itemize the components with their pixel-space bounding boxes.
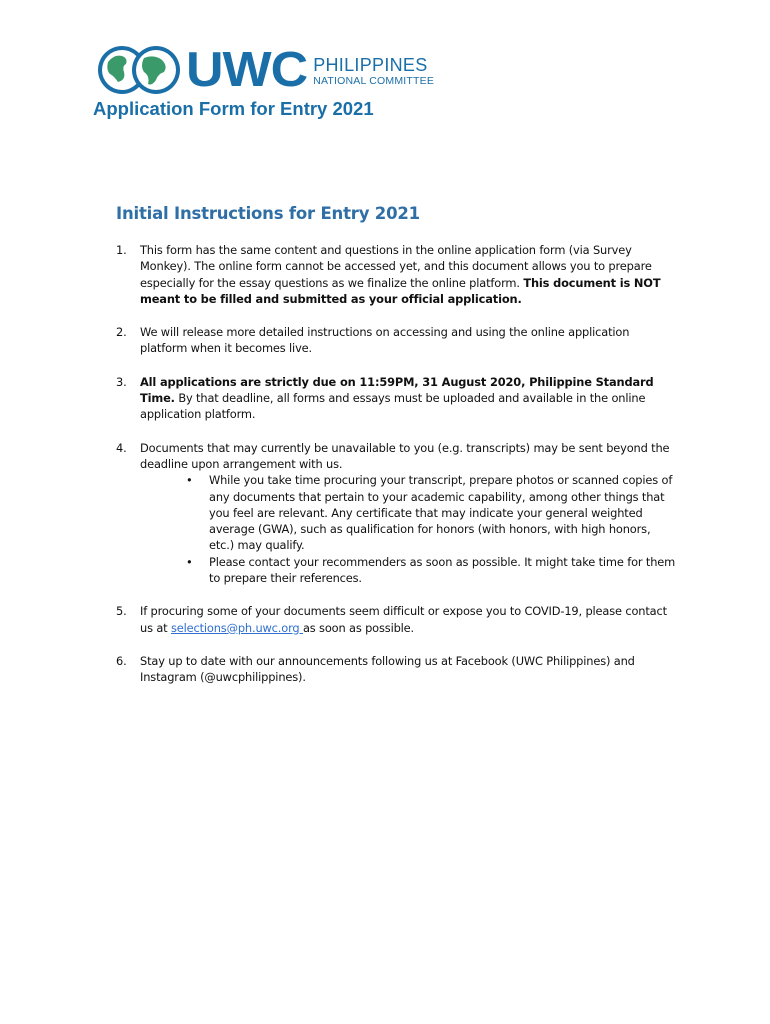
list-item	[116, 440, 678, 587]
item-bold-text: All applications are strictly due on 11:59PM, 31 August 2020, Philippine Standard Time.	[140, 374, 654, 406]
list-item	[116, 242, 678, 307]
list-item	[116, 324, 678, 357]
list-item	[116, 374, 678, 423]
item-number: 4.	[116, 440, 127, 455]
email-link[interactable]: selections@ph.uwc.org	[170, 620, 303, 635]
bullet-icon: •	[186, 473, 193, 488]
sub-list-item	[186, 554, 678, 587]
list-item	[116, 603, 678, 636]
item-text: Stay up to date with our announcements following us at Facebook (UWC Philippines) and Instagram (@uwcphilippines).	[140, 653, 635, 685]
logo-subtext	[313, 55, 434, 87]
sub-item-text: Please contact your recommenders as soon as possible. It might take time for them to prepare their references.	[209, 554, 676, 586]
sub-list	[140, 472, 678, 586]
item-text: If procuring some of your documents seem difficult or expose you to COVID-19, please contact us at	[140, 604, 667, 635]
logo-committee: NATIONAL COMMITTEE	[313, 75, 435, 87]
uwc-logo	[96, 44, 434, 96]
sub-item-text: While you take time procuring your transcript, prepare photos or scanned copies of any documents that pertain to your academic capability, among other things that you feel are relevant. Any certificate that may indicate your general weighted average (GWA), such as qualification for honors (with honors, with high honors, etc.) may qualify.	[209, 473, 673, 553]
item-text: By that deadline, all forms and essays must be uploaded and available in the online application platform.	[140, 391, 646, 422]
globe-icon	[96, 44, 182, 96]
page-title: Application Form for Entry 2021	[93, 98, 374, 119]
logo-brand: UWC	[186, 42, 308, 98]
bullet-icon: •	[186, 554, 193, 569]
item-number: 6.	[116, 653, 127, 668]
item-number: 3.	[116, 374, 127, 389]
item-text: This form has the same content and questions in the online application form (via Survey Monkey). The online form cannot be accessed yet, and this document allows you to prepare especially for the essay questions as we finalize the online platform.	[140, 243, 652, 290]
logo-country: PHILIPPINES	[313, 55, 428, 75]
item-number: 1.	[116, 243, 127, 257]
item-text: Documents that may currently be unavailable to you (e.g. transcripts) may be sent beyond the deadline upon arrangement with us.	[140, 440, 670, 471]
instructions-list	[116, 242, 678, 703]
item-number: 5.	[116, 604, 127, 619]
item-text: We will release more detailed instructions on accessing and using the online application platform when it becomes live.	[140, 325, 630, 356]
item-bold-text: This document is NOT meant to be filled and submitted as your official application.	[140, 275, 661, 306]
sub-list-item	[186, 472, 678, 553]
section-heading: Initial Instructions for Entry 2021	[116, 204, 420, 223]
item-text: as soon as possible.	[302, 620, 415, 635]
item-number: 2.	[116, 325, 127, 340]
list-item	[116, 653, 678, 686]
